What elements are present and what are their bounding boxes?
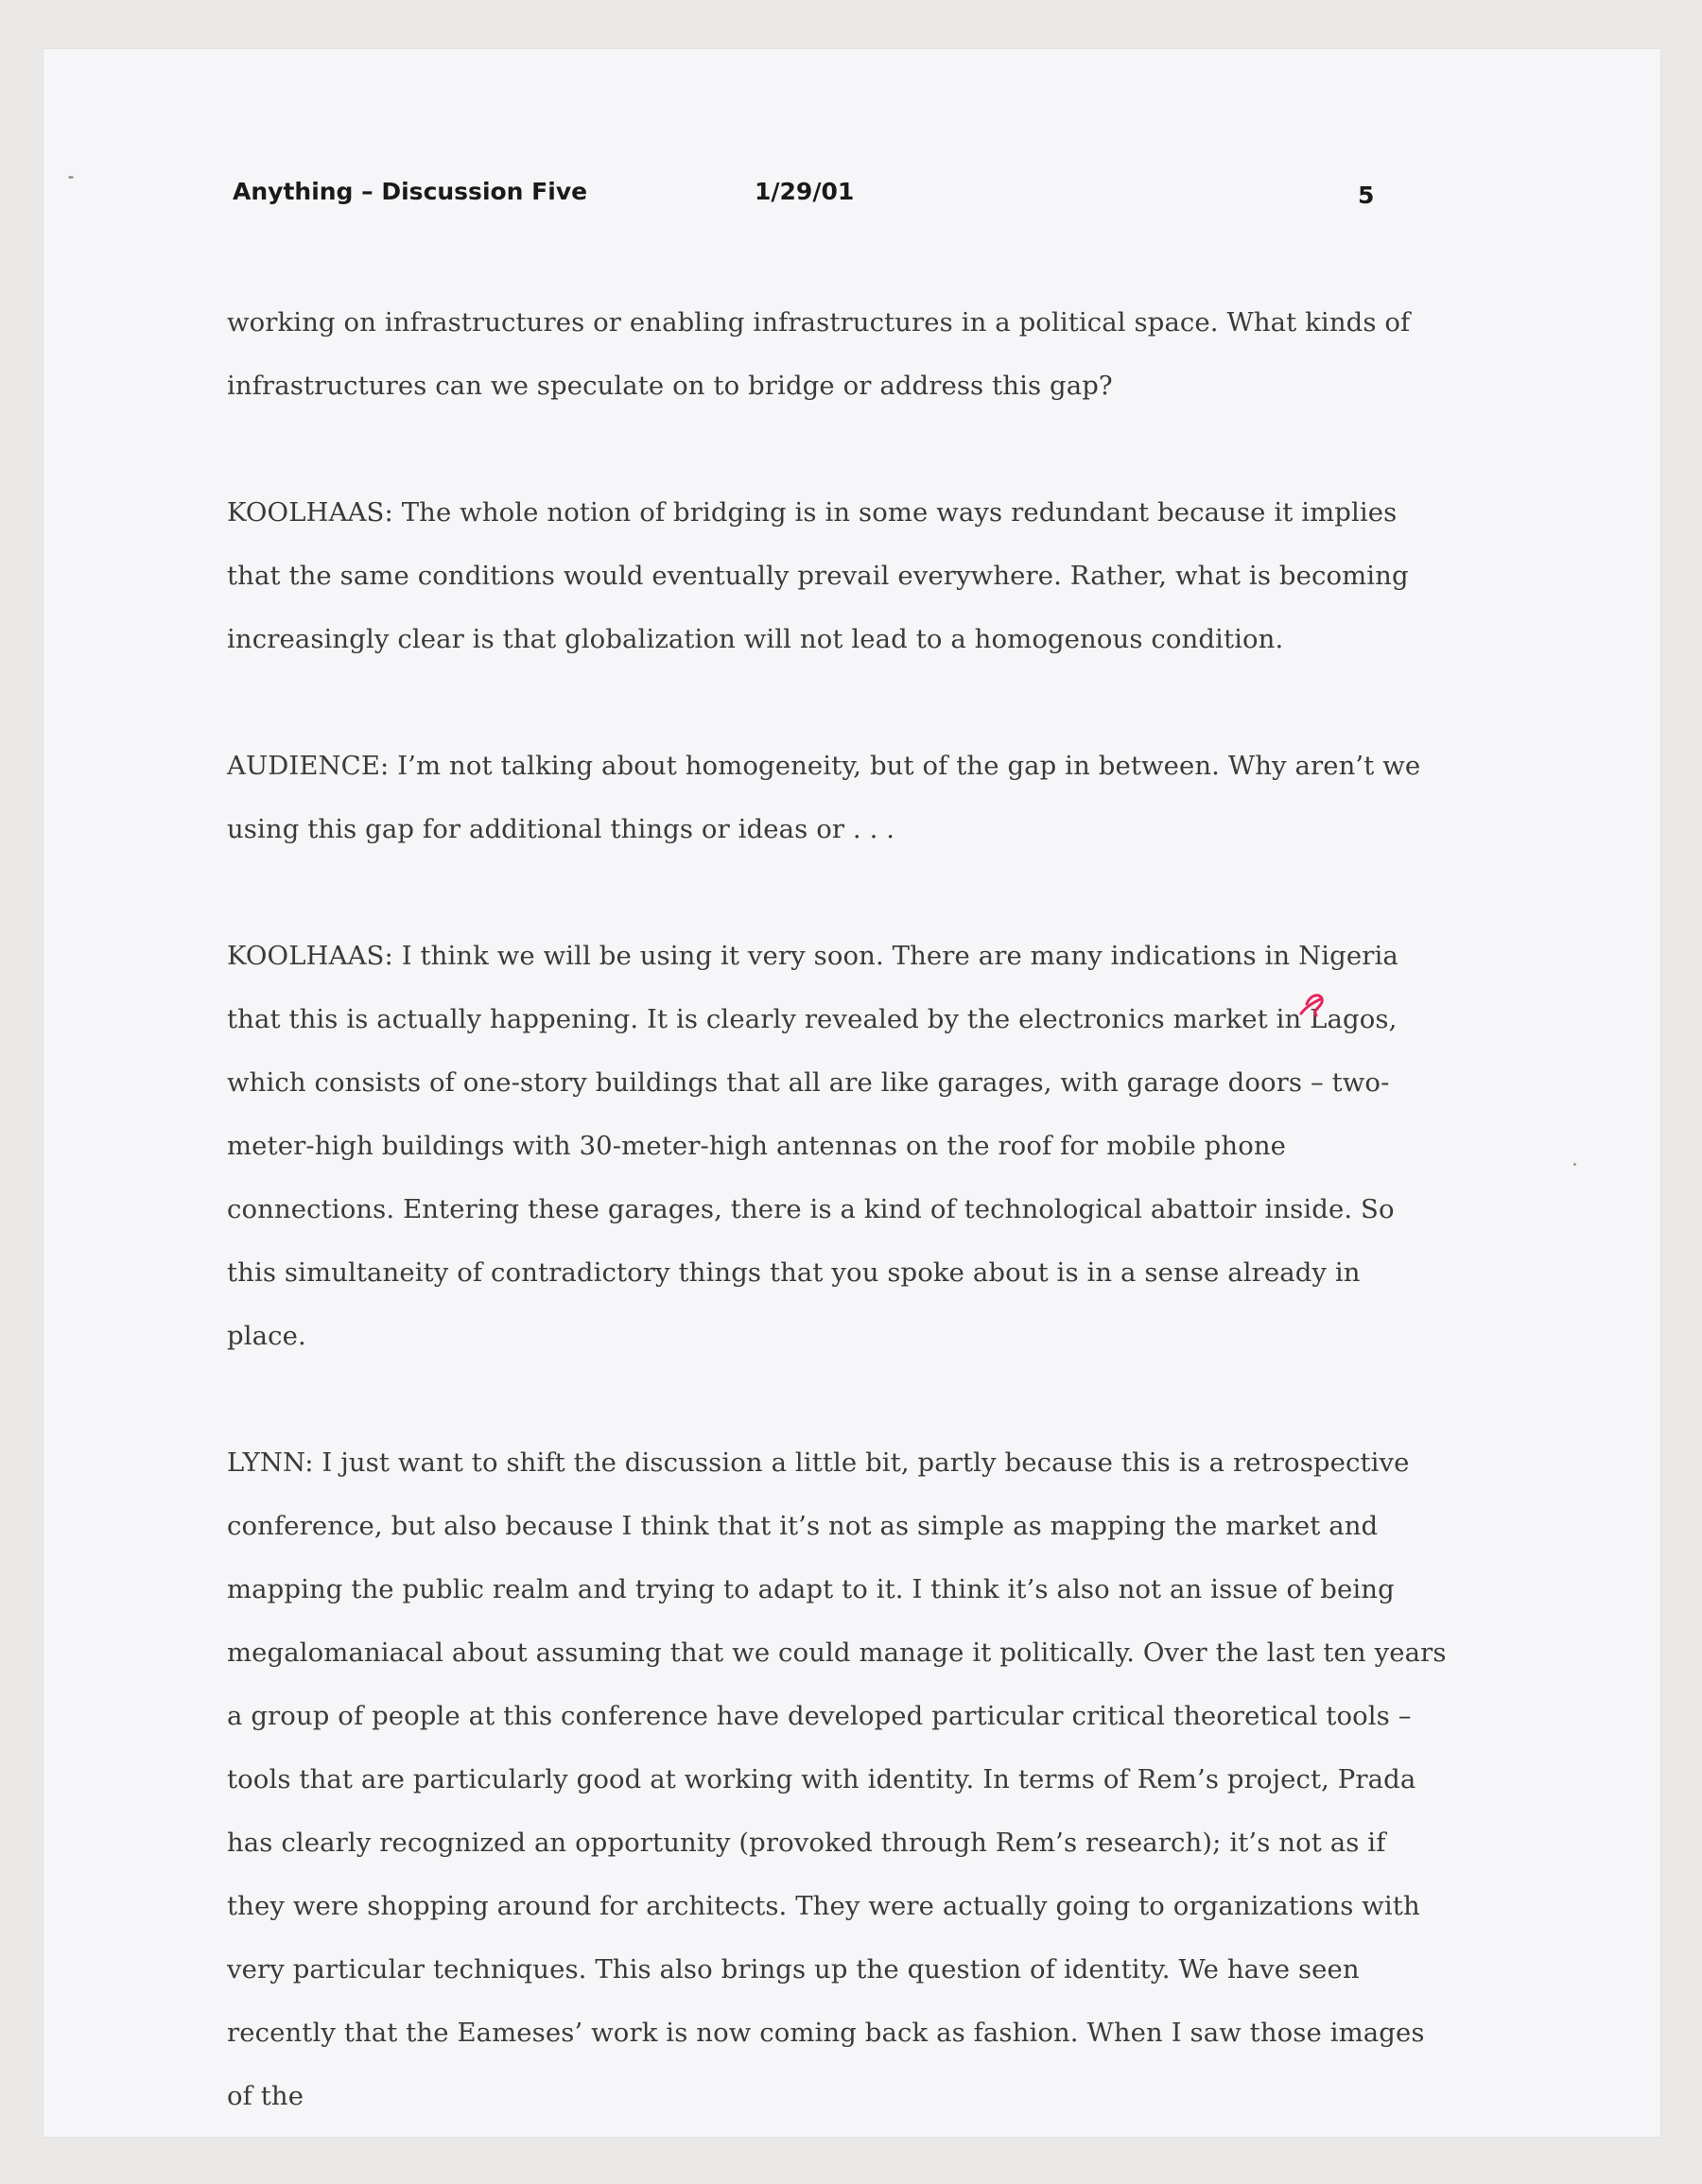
paragraph-koolhaas-1: KOOLHAAS: The whole notion of bridging is in some ways redundant because it implies that the same conditions would eventually prevail everywhere. Rather, what is becoming increasingly clear is that globalization will not lead to a homogenous condition. xyxy=(227,497,1409,654)
paragraph-continuation: working on infrastructures or enabling infrastructures in a political space. What kinds of infrastructures can we speculate on to bridge or address this gap? xyxy=(227,307,1411,401)
paragraph-lynn: LYNN: I just want to shift the discussion a little bit, partly because this is a retrospective conference, but also because I think that it’s not as simple as mapping the market and mapping the public realm and trying to adapt to it. I think it’s also not an issue of being megalomaniacal about assuming that we could manage it politically. Over the last ten years a group of people at this conference have developed particular critical theoretical tools – tools that are particularly good at working with identity. In terms of Rem’s project, Prada has clearly recognized an opportunity (provoked through Rem’s research); it’s not as if they were shopping around for architects. They were actually going to organizations with very particular techniques. This also brings up the question of identity. We have seen recently that the Eameses’ work is now coming back as fashion. When I saw those images of the xyxy=(227,1447,1447,2111)
transcript-body xyxy=(227,291,1447,2128)
scan-speck xyxy=(68,176,74,179)
paragraph-audience: AUDIENCE: I’m not talking about homogeneity, but of the gap in between. Why aren’t we using this gap for additional things or ideas or . . . xyxy=(227,751,1421,844)
paper-speck xyxy=(1573,1163,1576,1166)
header-title: Anything – Discussion Five xyxy=(233,178,588,205)
paragraph-koolhaas-2: KOOLHAAS: I think we will be using it very soon. There are many indications in Nigeria that this is actually happening. It is clearly revealed by the electronics market in Lagos, which consists of one-story buildings that all are like garages, with garage doors – two-meter-high buildings with 30-meter-high antennas on the roof for mobile phone connections. Entering these garages, there is a kind of technological abattoir inside. So this simultaneity of contradictory things that you spoke about is in a sense already in place. xyxy=(227,941,1398,1351)
page-header xyxy=(43,178,1660,216)
document-page xyxy=(43,49,1660,2137)
proofreading-mark-icon xyxy=(1294,985,1331,1023)
page-number: 5 xyxy=(1358,182,1375,209)
header-date: 1/29/01 xyxy=(755,178,855,205)
